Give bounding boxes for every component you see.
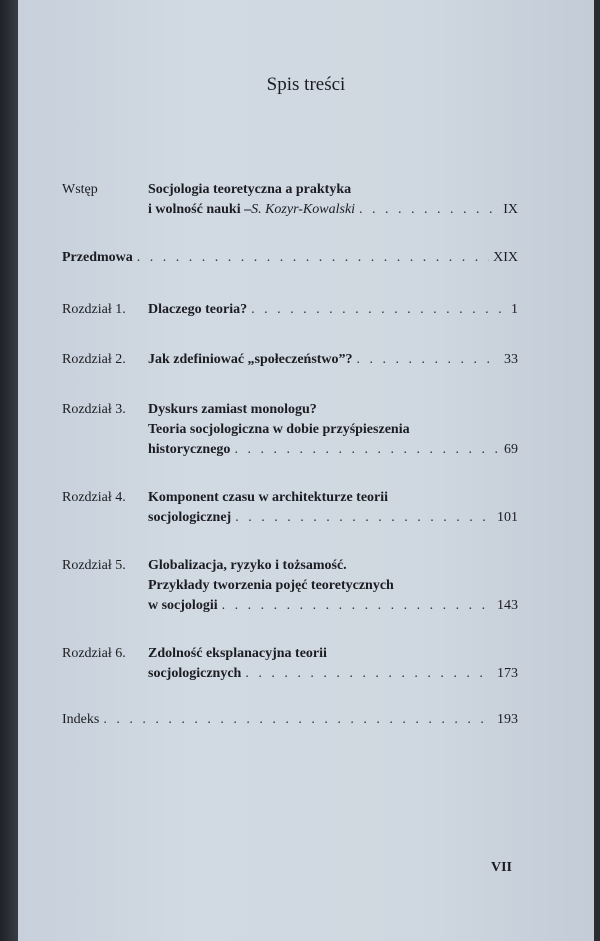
toc-page-number: 69 [504, 442, 518, 457]
toc-title-line: socjologicznych [148, 666, 242, 681]
toc-page-number: 33 [504, 352, 518, 367]
toc-page-number: IX [503, 202, 518, 217]
toc-title-line: w socjologii [148, 598, 218, 613]
toc-page-number: 143 [497, 598, 518, 613]
toc-leader-dots [357, 350, 500, 370]
toc-entry-label: Rozdział 3. [62, 402, 126, 417]
toc-title-line: Socjologia teoretyczna a praktyka [148, 182, 352, 197]
toc-title-line: Zdolność eksplanacyjna teorii [148, 646, 327, 661]
book-binding-edge [0, 0, 18, 941]
toc-title-line: Dyskurs zamiast monologu? [148, 402, 317, 417]
toc-title-line: Komponent czasu w architekturze teorii [148, 490, 389, 505]
toc-entry-title [148, 180, 518, 220]
toc-title-line: historycznego [148, 442, 231, 457]
toc-leader-dots [103, 710, 493, 730]
toc-page-number: XIX [493, 250, 518, 265]
toc-title-line: i wolność nauki – [148, 202, 252, 217]
toc-title-line: socjologicznej [148, 510, 232, 525]
toc-entry-label: Rozdział 2. [62, 352, 126, 367]
toc-entry-label: Rozdział 1. [62, 302, 126, 317]
toc-title-line: Teoria socjologiczna w dobie przyśpieszenia [148, 422, 410, 437]
toc-page-number: 193 [497, 712, 518, 727]
toc-page-number: 173 [497, 666, 518, 681]
toc-entry-label: Indeks [62, 712, 100, 727]
toc-title-line: Globalizacja, ryzyko i tożsamość. [148, 558, 347, 573]
toc-leader-dots [234, 440, 500, 460]
book-page [18, 0, 594, 941]
toc-title-line: Dlaczego teoria? [148, 302, 248, 317]
toc-page-number: 101 [497, 510, 518, 525]
toc-leader-dots [222, 596, 493, 616]
toc-leader-dots [359, 200, 499, 220]
toc-entry-label: Rozdział 4. [62, 490, 126, 505]
toc-leader-dots [137, 248, 489, 268]
toc-title-line: Jak zdefiniować „społeczeństwo”? [148, 352, 353, 367]
toc-entry-label: Rozdział 5. [62, 558, 126, 573]
toc-entry-label: Przedmowa [62, 250, 133, 265]
toc-entry-author: S. Kozyr-Kowalski [251, 202, 356, 217]
toc-page-number: 1 [511, 302, 518, 317]
toc-leader-dots [245, 664, 493, 684]
toc-leader-dots [251, 300, 507, 320]
page-folio: VII [490, 860, 512, 875]
page-title: Spis treści [266, 74, 346, 95]
toc-leader-dots [235, 508, 493, 528]
toc-entry-label: Rozdział 6. [62, 646, 126, 661]
toc-title-line: Przykłady tworzenia pojęć teoretycznych [148, 578, 394, 593]
toc-entry-label: Wstęp [62, 182, 98, 197]
